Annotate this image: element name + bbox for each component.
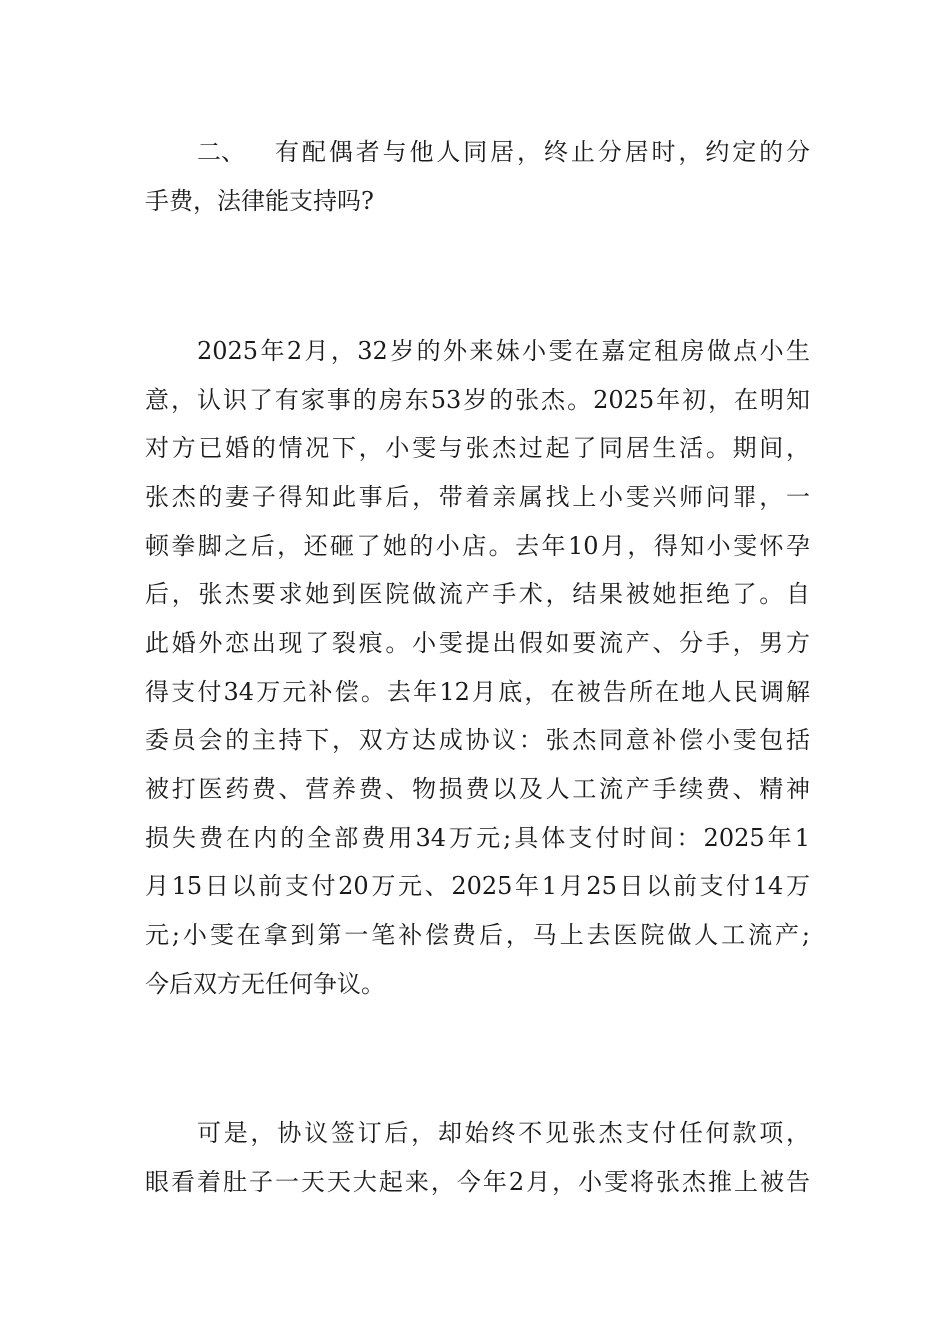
paragraph-line: 张杰的妻子得知此事后，带着亲属找上小雯兴师问罪，一: [145, 483, 810, 511]
paragraph-line: 顿拳脚之后，还砸了她的小店。去年10月，得知小雯怀孕: [145, 532, 810, 560]
paragraph-line: 后，张杰要求她到医院做流产手术，结果被她拒绝了。自: [145, 580, 810, 608]
paragraph-line: 意，认识了有家事的房东53岁的张杰。2025年初，在明知: [145, 386, 810, 414]
paragraph-line: 此婚外恋出现了裂痕。小雯提出假如要流产、分手，男方: [145, 629, 810, 657]
paragraph-line: 今后双方无任何争议。: [145, 970, 385, 998]
paragraph-line: 委员会的主持下，双方达成协议：张杰同意补偿小雯包括: [145, 726, 810, 754]
paragraph-line: 被打医药费、营养费、物损费以及人工流产手续费、精神: [145, 775, 810, 803]
paragraph-line: 月15日以前支付20万元、2025年1月25日以前支付14万: [145, 872, 810, 900]
paragraph-line: 元;小雯在拿到第一笔补偿费后，马上去医院做人工流产;: [145, 921, 810, 949]
paragraph-line: 2025年2月，32岁的外来妹小雯在嘉定租房做点小生: [197, 337, 810, 365]
section-heading-line-1: 有配偶者与他人同居，终止分居时，约定的分: [275, 138, 810, 166]
paragraph-line: 眼看着肚子一天天大起来，今年2月，小雯将张杰推上被告: [145, 1168, 810, 1196]
paragraph-line: 对方已婚的情况下，小雯与张杰过起了同居生活。期间，: [145, 434, 810, 462]
section-heading-line-2: 手费，法律能支持吗?: [145, 187, 374, 215]
section-number: 二、: [197, 138, 245, 166]
paragraph-line: 可是，协议签订后，却始终不见张杰支付任何款项，: [197, 1119, 810, 1147]
paragraph-line: 得支付34万元补偿。去年12月底，在被告所在地人民调解: [145, 678, 810, 706]
paragraph-line: 损失费在内的全部费用34万元;具体支付时间：2025年1: [145, 824, 810, 852]
